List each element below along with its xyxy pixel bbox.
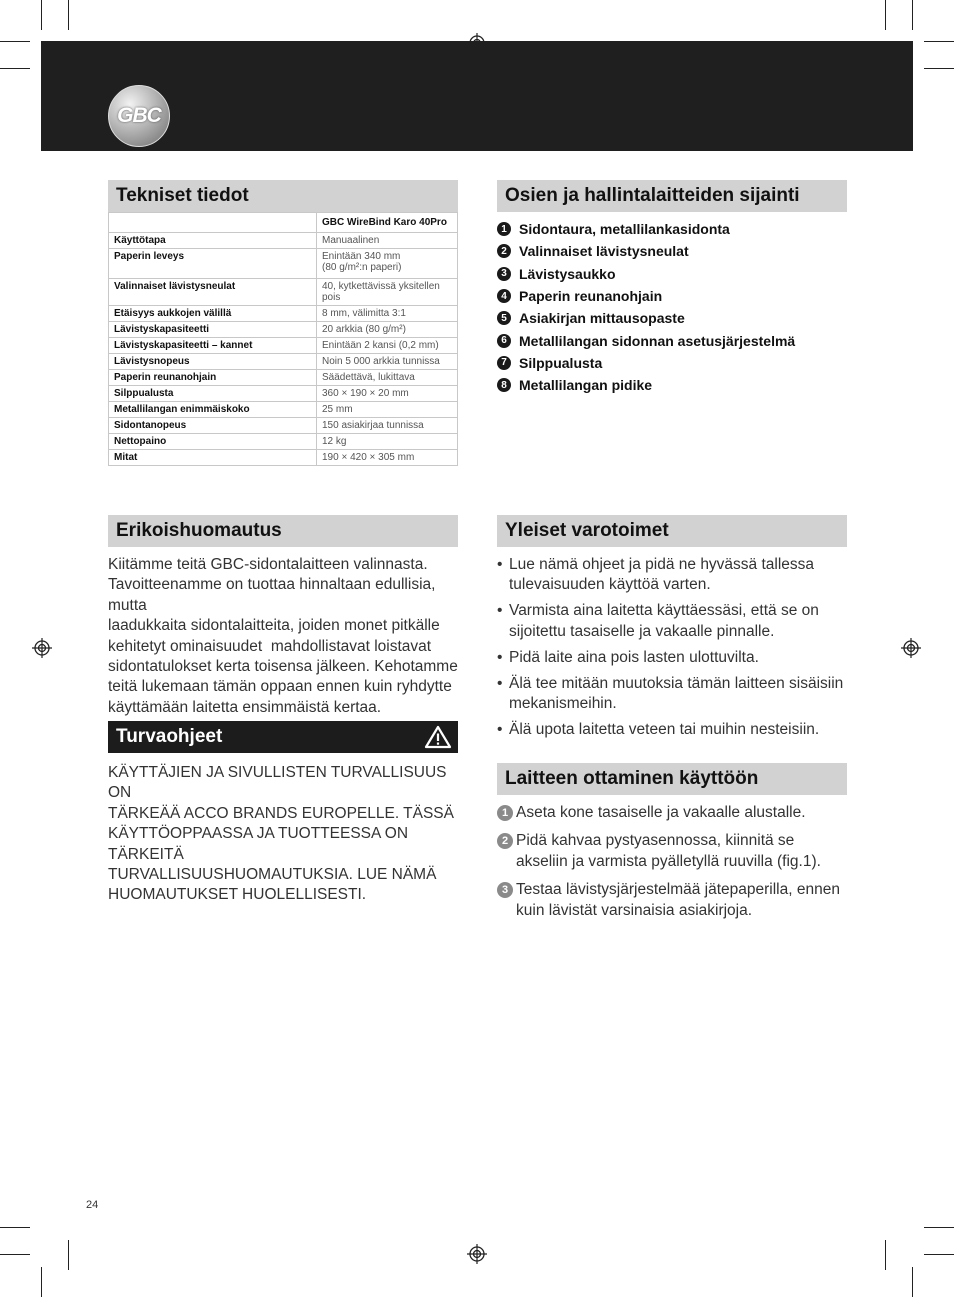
crop-mark — [924, 1254, 954, 1255]
crop-mark — [68, 1240, 69, 1270]
number-badge: 8 — [497, 378, 511, 392]
special-note-text: Kiitämme teitä GBC-sidontalaitteen valinnasta. Tavoitteenamme on tuottaa hinnaltaan edullisia, mutta laadukkaita sidontalaitteita, joiden monet pitkälle kehitetyt ominaisuudet mahdollistavat loistavat sidontatulokset kerta toisensa jälkeen. Kehotamme teitä lukemaan tämän oppaan ennen kuin ryhdytte käyttämään laitetta ensimmäistä kertaa. — [108, 556, 458, 716]
list-item: • Lue nämä ohjeet ja pidä ne hyvässä tallessa tulevaisuuden käyttöä varten. — [497, 555, 857, 596]
table-row — [109, 279, 458, 306]
crop-mark — [924, 68, 954, 69]
spec-value: 8 mm, välimitta 3:1 — [317, 306, 458, 322]
table-row — [109, 354, 458, 370]
table-row — [109, 434, 458, 450]
spec-value: Enintään 340 mm — [322, 251, 401, 262]
list-item: 7 Silppualusta — [497, 352, 847, 374]
table-row — [109, 338, 458, 354]
crop-mark — [41, 0, 42, 30]
list-item: • Varmista aina laitetta käyttäessäsi, että se on sijoitettu tasaiselle ja vakaalle pinnalle. — [497, 601, 857, 642]
list-item: • Älä tee mitään muutoksia tämän laitteen sisäisiin mekanismeihin. — [497, 674, 857, 715]
table-row — [109, 322, 458, 338]
spec-value: Manuaalinen — [317, 233, 458, 249]
spec-label: Lävistysnopeus — [109, 354, 317, 370]
spec-label: Metallilangan enimmäiskoko — [109, 402, 317, 418]
number-badge: 3 — [497, 267, 511, 281]
number-badge: 2 — [497, 244, 511, 258]
precautions-heading: Yleiset varotoimet — [497, 515, 847, 547]
table-row — [109, 418, 458, 434]
registration-mark-icon — [467, 1244, 487, 1264]
safety-heading: Turvaohjeet — [108, 721, 458, 753]
parts-list — [497, 218, 847, 396]
setup-steps — [497, 803, 847, 929]
table-row — [109, 370, 458, 386]
crop-mark — [0, 1227, 30, 1228]
precautions-list — [497, 555, 857, 746]
spec-value: 150 asiakirjaa tunnissa — [317, 418, 458, 434]
list-item: 4 Paperin reunanohjain — [497, 285, 847, 307]
spec-value: 360 × 190 × 20 mm — [317, 386, 458, 402]
number-badge: 4 — [497, 289, 511, 303]
list-item: 3 Lävistysaukko — [497, 263, 847, 285]
model-header: GBC WireBind Karo 40Pro — [317, 213, 458, 233]
page-number: 24 — [86, 1199, 99, 1211]
list-item: 5 Asiakirjan mittausopaste — [497, 307, 847, 329]
list-item: 1 Aseta kone tasaiselle ja vakaalle alustalle. — [497, 803, 847, 823]
spec-value: 25 mm — [317, 402, 458, 418]
crop-mark — [0, 68, 30, 69]
list-item: 3 Testaa lävistysjärjestelmää jätepaperilla, ennen kuin lävistät varsinaisia asiakirjoja. — [497, 880, 847, 921]
spec-value: 20 arkkia (80 g/m²) — [317, 322, 458, 338]
number-badge: 7 — [497, 356, 511, 370]
spec-label: Valinnaiset lävistysneulat — [109, 279, 317, 306]
table-row — [109, 306, 458, 322]
specs-table — [108, 212, 458, 466]
header-bar — [41, 41, 913, 151]
spec-value: Säädettävä, lukittava — [317, 370, 458, 386]
crop-mark — [885, 0, 886, 30]
gbc-logo — [108, 85, 170, 147]
spec-label: Sidontanopeus — [109, 418, 317, 434]
registration-mark-icon — [901, 638, 921, 658]
setup-heading: Laitteen ottaminen käyttöön — [497, 763, 847, 795]
number-badge: 1 — [497, 222, 511, 236]
table-row — [109, 249, 458, 279]
list-item: 2 Valinnaiset lävistysneulat — [497, 240, 847, 262]
warning-triangle-icon — [424, 725, 452, 749]
number-badge: 6 — [497, 334, 511, 348]
spec-label: Paperin reunanohjain — [109, 370, 317, 386]
list-item: 6 Metallilangan sidonnan asetusjärjestelmä — [497, 329, 847, 351]
list-item: 1 Sidontaura, metallilankasidonta — [497, 218, 847, 240]
spec-label: Käyttötapa — [109, 233, 317, 249]
number-badge: 5 — [497, 311, 511, 325]
table-row — [109, 450, 458, 466]
parts-heading: Osien ja hallintalaitteiden sijainti — [497, 180, 847, 212]
crop-mark — [912, 1267, 913, 1297]
spec-value-line2: (80 g/m²:n paperi) — [322, 262, 402, 273]
spec-value: 12 kg — [317, 434, 458, 450]
crop-mark — [885, 1240, 886, 1270]
special-note-heading: Erikoishuomautus — [108, 515, 458, 547]
spec-label: Nettopaino — [109, 434, 317, 450]
spec-label: Paperin leveys — [109, 249, 317, 279]
crop-mark — [68, 0, 69, 30]
spec-value: 190 × 420 × 305 mm — [317, 450, 458, 466]
spec-label: Etäisyys aukkojen välillä — [109, 306, 317, 322]
registration-mark-icon — [32, 638, 52, 658]
spec-value: Noin 5 000 arkkia tunnissa — [317, 354, 458, 370]
table-row — [109, 402, 458, 418]
table-row — [109, 386, 458, 402]
logo-text: GBC — [117, 104, 161, 127]
step-number-badge: 1 — [497, 805, 513, 821]
safety-text: KÄYTTÄJIEN JA SIVULLISTEN TURVALLISUUS ON TÄRKEÄÄ ACCO BRANDS EUROPELLE. TÄSSÄ KÄYTTÖOPPAASSA JA TUOTTEESSA ON TÄRKEITÄ TURVALLISUUSHUOMAUTUKSIA. LUE NÄMÄ HUOMAUTUKSET HUOLELLISESTI. — [108, 764, 454, 904]
list-item: 8 Metallilangan pidike — [497, 374, 847, 396]
crop-mark — [0, 1254, 30, 1255]
list-item: • Pidä laite aina pois lasten ulottuvilta. — [497, 648, 857, 668]
crop-mark — [0, 41, 30, 42]
specs-heading: Tekniset tiedot — [108, 180, 458, 212]
spec-label: Lävistyskapasiteetti – kannet — [109, 338, 317, 354]
step-number-badge: 3 — [497, 882, 513, 898]
spec-label: Mitat — [109, 450, 317, 466]
table-row — [109, 213, 458, 233]
crop-mark — [41, 1267, 42, 1297]
crop-mark — [924, 1227, 954, 1228]
table-row — [109, 233, 458, 249]
crop-mark — [912, 0, 913, 30]
spec-value: Enintään 2 kansi (0,2 mm) — [317, 338, 458, 354]
spec-label: Silppualusta — [109, 386, 317, 402]
crop-mark — [924, 41, 954, 42]
spec-value: 40, kytkettävissä yksitellen pois — [317, 279, 458, 306]
spec-label: Lävistyskapasiteetti — [109, 322, 317, 338]
step-number-badge: 2 — [497, 833, 513, 849]
list-item: • Älä upota laitetta veteen tai muihin nesteisiin. — [497, 720, 857, 740]
list-item: 2 Pidä kahvaa pystyasennossa, kiinnitä se akseliin ja varmista pyälletyllä ruuvilla (fig.1). — [497, 831, 847, 872]
